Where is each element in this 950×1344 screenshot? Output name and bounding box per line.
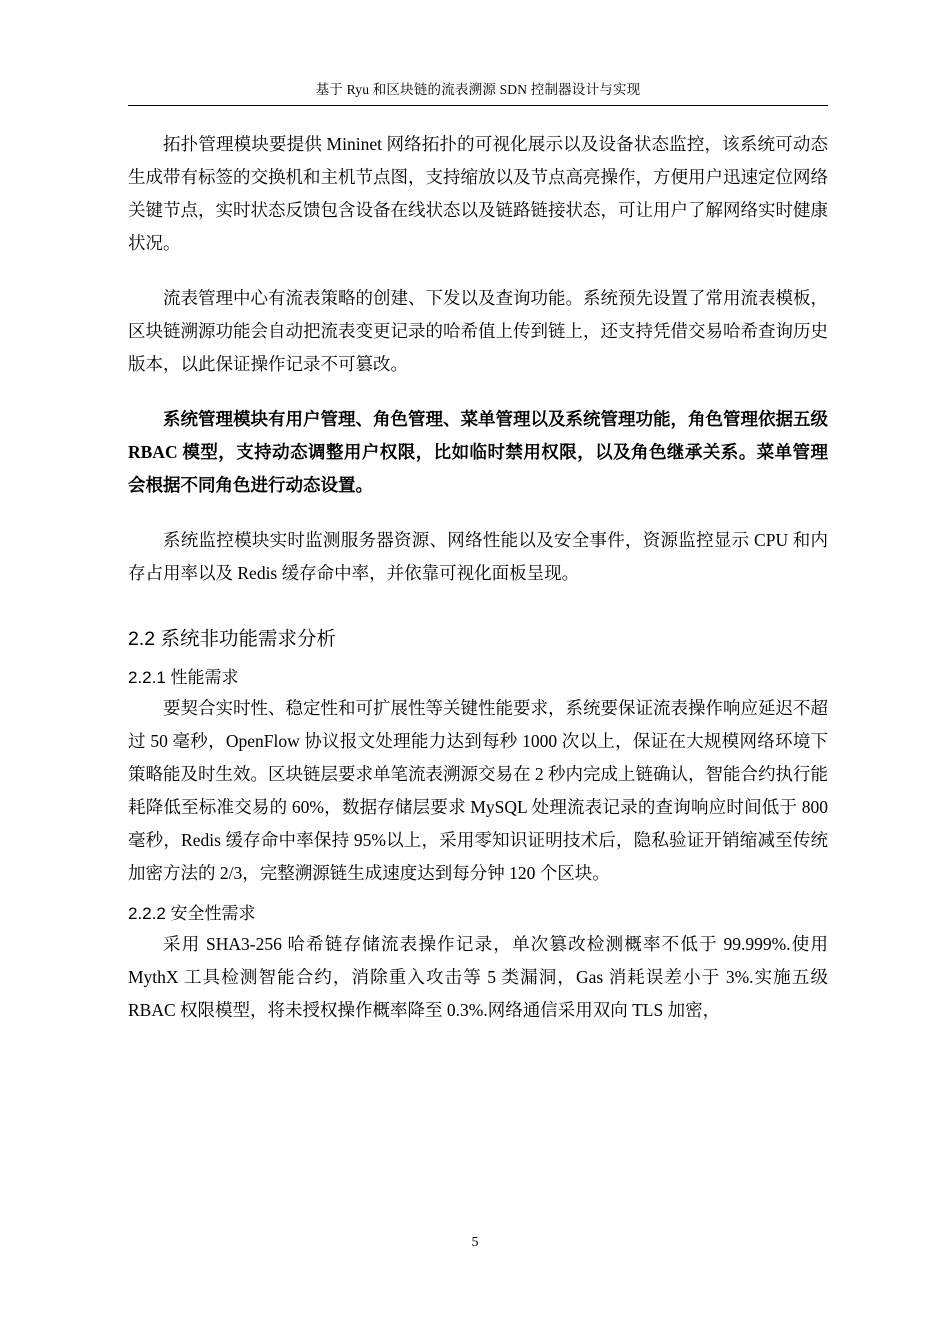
header-divider [128,105,828,106]
page-content [128,78,828,1027]
subsection-heading-2-2-1: 2.2.1 性能需求 [128,668,239,687]
paragraph-flowtable: 流表管理中心有流表策略的创建、下发以及查询功能。系统预先设置了常用流表模板，区块链溯源功能会自动把流表变更记录的哈希值上传到链上，还支持凭借交易哈希查询历史版本，以此保证操作记录不可篡改。 [128,288,828,374]
page-number: 5 [471,1235,479,1250]
running-header-text: 基于 Ryu 和区块链的流表溯源 SDN 控制器设计与实现 [315,82,641,97]
paragraph-monitor: 系统监控模块实时监测服务器资源、网络性能以及安全事件，资源监控显示 CPU 和内存占用率以及 Redis 缓存命中率，并依靠可视化面板呈现。 [128,530,828,583]
paragraph-sysmanage: 系统管理模块有用户管理、角色管理、菜单管理以及系统管理功能，角色管理依据五级 RBAC 模型，支持动态调整用户权限，比如临时禁用权限，以及角色继承关系。菜单管理会根据不同角色进行动态设置。 [128,409,828,495]
paragraph-security: 采用 SHA3-256 哈希链存储流表操作记录，单次篡改检测概率不低于 99.999%.使用 MythX 工具检测智能合约，消除重入攻击等 5 类漏洞，Gas 消耗误差小于 3%.实施五级 RBAC 权限模型，将未授权操作概率降至 0.3%.网络通信采用双向 TLS 加密， [128,934,828,1020]
body-block [128,128,828,1027]
running-header [128,78,828,105]
subsection-heading-2-2-2: 2.2.2 安全性需求 [128,904,256,923]
paragraph-topology: 拓扑管理模块要提供 Mininet 网络拓扑的可视化展示以及设备状态监控，该系统可动态生成带有标签的交换机和主机节点图，支持缩放以及节点高亮操作，方便用户迅速定位网络关键节点，实时状态反馈包含设备在线状态以及链路链接状态，可让用户了解网络实时健康状况。 [128,134,828,253]
paragraph-performance: 要契合实时性、稳定性和可扩展性等关键性能要求，系统要保证流表操作响应延迟不超过 50 毫秒，OpenFlow 协议报文处理能力达到每秒 1000 次以上，保证在大规模网络环境下策略能及时生效。区块链层要求单笔流表溯源交易在 2 秒内完成上链确认，智能合约执行能耗降低至标准交易的 60%，数据存储层要求 MySQL 处理流表记录的查询响应时间低于 800 毫秒，Redis 缓存命中率保持 95%以上，采用零知识证明技术后，隐私验证开销缩减至传统加密方法的 2/3，完整溯源链生成速度达到每分钟 120 个区块。 [128,698,828,883]
section-heading-2-2: 2.2 系统非功能需求分析 [128,628,337,650]
page-footer [0,1235,950,1251]
